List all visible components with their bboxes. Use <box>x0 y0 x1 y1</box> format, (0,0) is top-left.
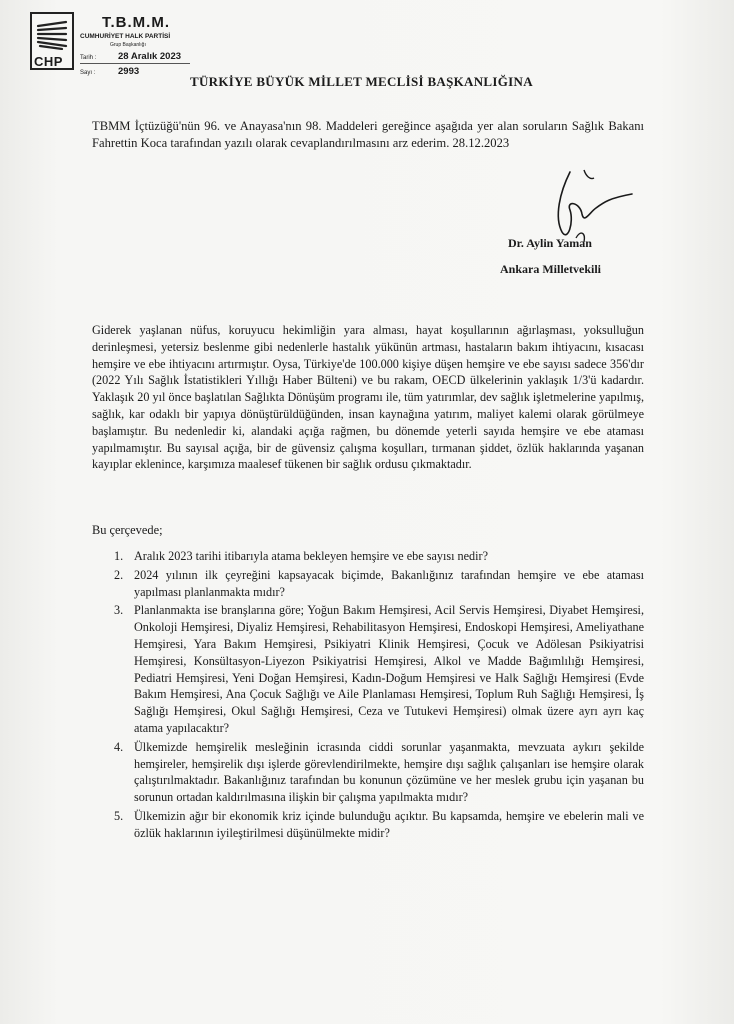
document-title: TÜRKİYE BÜYÜK MİLLET MECLİSİ BAŞKANLIĞINA <box>190 74 533 89</box>
stamp-number-label: Sayı : <box>80 70 96 76</box>
question-text: Ülkemizde hemşirelik mesleğinin icrasında ciddi sorunlar yaşanmakta, mevzuata aykırı şekilde hemşireler, hemşirelik dışı işlerde görevlendirilmekte, hemşire dışı sağlık çalışanları ise hemşire olarak çalıştırılmaktadır. Bakanlığınız tarafından bu konunun çözümüne ve her meslek grubu için yaşanan bu sorunun ortadan kaldırılmasına ilişkin bir çalışma yapılmakta mıdır? <box>134 739 644 805</box>
intro-paragraph: TBMM İçtüzüğü'nün 96. ve Anayasa'nın 98. Maddeleri gereğince aşağıda yer alan soruların Sağlık Bakanı Fahrettin Koca tarafından yazılı olarak cevaplandırılmasını arz ederim. 28.12.2023 <box>92 119 644 150</box>
signatory-title: Ankara Milletvekili <box>500 262 601 276</box>
questions-lead: Bu çerçevede; <box>92 523 163 537</box>
assembly-abbrev: T.B.M.M. <box>102 14 170 31</box>
question-number: 3. <box>114 603 124 618</box>
six-arrows-icon <box>36 20 70 50</box>
question-item <box>92 567 644 601</box>
question-item <box>92 548 644 565</box>
stamp-number-value: 2993 <box>118 66 140 77</box>
question-text: Ülkemizin ağır bir ekonomik kriz içinde bulunduğu açıktır. Bu kapsamda, hemşire ve ebelerin mali ve özlük haklarının iyileştirilmesi düşünülmekte midir? <box>134 808 644 840</box>
signatory-name: Dr. Aylin Yaman <box>508 236 592 250</box>
chp-logo-text: CHP <box>34 54 63 69</box>
question-item <box>92 602 644 736</box>
question-item <box>92 808 644 842</box>
question-text: 2024 yılının ilk çeyreğini kapsayacak biçimde, Bakanlığınız tarafından hemşire ve ebe ataması yapılması planlanmakta mıdır? <box>134 567 644 599</box>
question-text: Planlanmakta ise branşlarına göre; Yoğun Bakım Hemşiresi, Acil Servis Hemşiresi, Diyabet Hemşiresi, Onkoloji Hemşiresi, Diyaliz Hemşiresi, Rehabilitasyon Hemşiresi, Endoskopi Hemşiresi, Ameliyathane Hemşiresi, Yara Bakım Hemşiresi, Psikiyatri Klinik Hemşiresi, Çocuk ve Adölesan Psikiyatrisi Hemşiresi, Konsültasyon-Liyezon Psikiyatrisi Hemşiresi, Alkol ve Madde Bağımlılığı Hemşiresi, Pediatri Hemşiresi, Yeni Doğan Hemşiresi, Kadın-Doğum Hemşiresi ve Halk Sağlığı Hemşiresi (Evde Bakım Hemşiresi, Ana Çocuk Sağlığı ve Aile Planlaması Hemşiresi, Toplum Ruh Sağlığı Hemşiresi, İş Sağlığı Hemşiresi, Okul Sağlığı Hemşiresi, Ceza ve Tutukevi Hemşiresi) olmak üzere ayrı ayrı kaç atama yapılacaktır? <box>134 603 644 735</box>
question-text: Aralık 2023 tarihi itibarıyla atama bekleyen hemşire ve ebe sayısı nedir? <box>134 549 488 563</box>
body-paragraph: Giderek yaşlanan nüfus, koruyucu hekimliğin yara alması, hayat koşullarının ağırlaşması, yoksulluğun derinleşmesi, yetersiz beslenme gibi nedenlerle hastalık yükünün artması, hastaların bakım ihtiyacını, kısacası hemşire ve ebe ihtiyacını artırmıştır. Oysa, Türkiye'de 100.000 kişiye düşen hemşire ve ebe sayısı sadece 356'dır (2022 Yılı Sağlık İstatistikleri Yıllığı Haber Bülteni) ve bu rakam, OECD ülkelerinin yaklaşık 1/3'ü kadardır. Yaklaşık 20 yıl önce başlatılan Sağlıkta Dönüşüm programı ile, tüm yatırımlar, dev sağlık işletmelerine yapılmış, sağlık, kar odaklı bir yapıya dönüştürüldüğünden, insan kaynağına yatırım, maliyet kalemi olarak görülmeye başlamıştır. Bu nedenledir ki, alandaki açığa rağmen, bu dönemde yeterli sayıda hemşire ve ebe ataması yapılmamıştır. Bu sayısal açığa, bir de güvensiz çalışma koşulları, tırmanan şiddet, özlük haklarında yaşanan kayıplar eklenince, karşımıza maalesef tükenen bir sağlık ordusu çıkmaktadır. <box>92 323 644 472</box>
party-stamp <box>30 12 190 78</box>
question-number: 1. <box>114 549 124 563</box>
question-number: 5. <box>114 808 124 823</box>
party-name: CUMHURİYET HALK PARTİSİ <box>80 33 171 40</box>
stamp-date-row <box>80 51 190 64</box>
questions-list <box>92 548 644 844</box>
question-number: 2. <box>114 567 124 582</box>
stamp-number-row <box>80 66 190 78</box>
office-name: Grup Başkanlığı <box>110 42 146 48</box>
chp-logo <box>30 12 74 70</box>
stamp-date-label: Tarih : <box>80 55 97 61</box>
question-number: 4. <box>114 739 124 754</box>
question-item <box>92 739 644 806</box>
stamp-date-value: 28 Aralık 2023 <box>118 51 182 62</box>
